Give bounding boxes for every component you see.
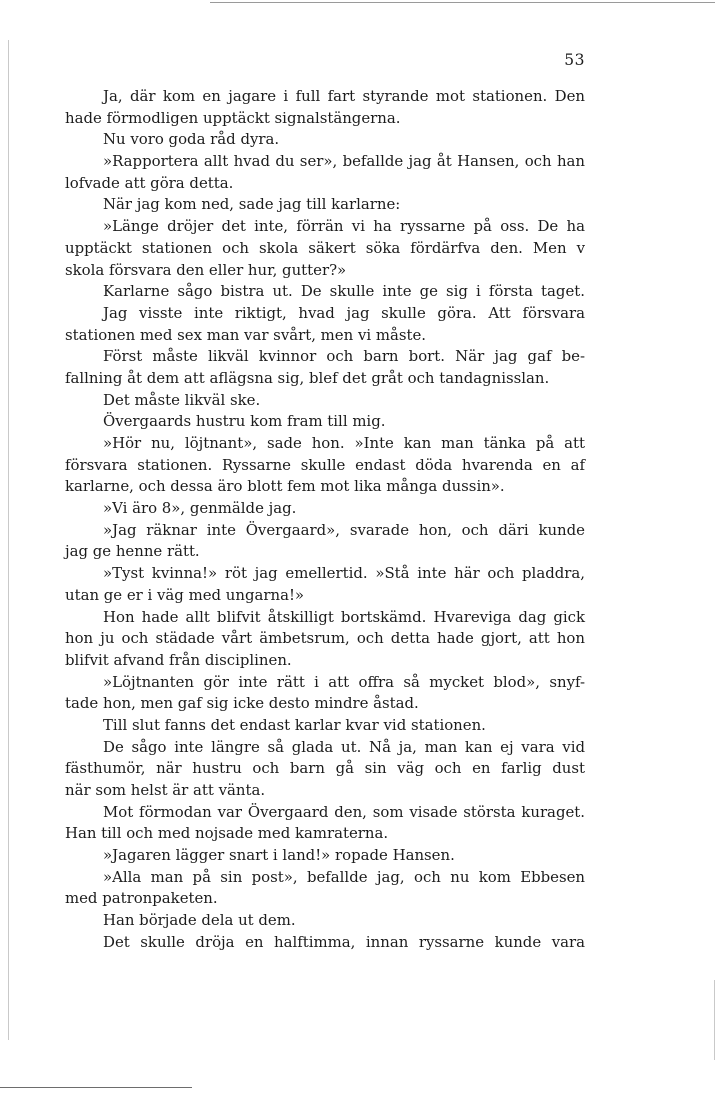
text-line: Ja, där kom en jagare i full fart styrande mot stationen. Den <box>103 87 585 105</box>
text-line: karlarne, och dessa äro blott fem mot lika många dussin». <box>65 477 505 496</box>
bottom-edge-rule <box>0 1087 192 1088</box>
text-line: fästhumör, när hustru och barn gå sin väg och en farlig dust <box>65 759 585 778</box>
text-line: hon ju och städade vårt ämbetsrum, och detta hade gjort, att hon <box>65 629 585 648</box>
body-text <box>65 86 585 954</box>
text-line: blifvit afvand från disciplinen. <box>65 650 292 669</box>
text-line: »Länge dröjer det inte, förrän vi ha ryssarne på oss. De ha <box>103 217 585 236</box>
text-line: »Jagaren lägger snart i land!» ropade Hansen. <box>103 846 455 865</box>
text-line: när som helst är att vänta. <box>65 781 266 799</box>
text-line: med patronpaketen. <box>65 889 218 908</box>
text-line: Han började dela ut dem. <box>103 911 296 930</box>
right-page-edge <box>714 980 715 1060</box>
text-line: »Jag räknar inte Övergaard», svarade hon, och däri kunde <box>103 520 585 539</box>
text-line: Jag visste inte riktigt, hvad jag skulle göra. Att försvara <box>103 303 585 322</box>
text-line: Det skulle dröja en halftimma, innan ryssarne kunde vara <box>103 932 585 951</box>
text-line: skola försvara den eller hur, gutter?» <box>65 260 347 279</box>
text-line: Det måste likväl ske. <box>103 390 261 409</box>
text-line: Karlarne sågo bistra ut. De skulle inte ge sig i första taget. <box>103 282 585 301</box>
top-edge-rule <box>210 2 715 3</box>
text-line: lofvade att göra detta. <box>65 173 234 192</box>
text-line: hade förmodligen upptäckt signalstängerna. <box>65 108 401 127</box>
text-line: stationen med sex man var svårt, men vi måste. <box>65 325 427 344</box>
text-line: Nu voro goda råd dyra. <box>103 130 280 149</box>
text-line: Övergaards hustru kom fram till mig. <box>103 412 386 431</box>
text-line: »Löjtnanten gör inte rätt i att offra så mycket blod», snyf- <box>103 672 585 691</box>
text-line: försvara stationen. Ryssarne skulle endast döda hvarenda en af <box>65 455 585 474</box>
text-line: upptäckt stationen och skola säkert söka fördärfva den. Men v <box>65 238 585 257</box>
text-line: Hon hade allt blifvit åtskilligt bortskämd. Hvareviga dag gick <box>103 607 585 626</box>
left-page-edge <box>8 40 9 1040</box>
text-line: »Rapportera allt hvad du ser», befallde jag åt Hansen, och han <box>103 152 585 171</box>
text-line: jag ge henne rätt. <box>65 542 200 561</box>
text-line: »Vi äro 8», genmälde jag. <box>103 499 297 518</box>
text-line: »Tyst kvinna!» röt jag emellertid. »Stå inte här och pladdra, <box>103 564 585 583</box>
text-line: utan ge er i väg med ungarna!» <box>65 585 305 604</box>
text-line: fallning åt dem att aflägsna sig, blef det gråt och tandagnisslan. <box>65 368 550 387</box>
text-line: Han till och med nojsade med kamraterna. <box>65 824 389 843</box>
text-line: Mot förmodan var Övergaard den, som visade största kuraget. <box>103 802 585 821</box>
text-line: Först måste likväl kvinnor och barn bort. När jag gaf be- <box>103 347 585 366</box>
text-line: När jag kom ned, sade jag till karlarne: <box>103 195 401 214</box>
text-line: Till slut fanns det endast karlar kvar vid stationen. <box>103 715 486 734</box>
text-line: »Hör nu, löjtnant», sade hon. »Inte kan man tänka på att <box>103 434 585 452</box>
text-line: »Alla man på sin post», befallde jag, och nu kom Ebbesen <box>103 867 585 886</box>
text-line: tade hon, men gaf sig icke desto mindre åstad. <box>65 694 419 713</box>
text-line: De sågo inte längre så glada ut. Nå ja, man kan ej vara vid <box>103 737 585 756</box>
page-number: 53 <box>564 51 585 69</box>
